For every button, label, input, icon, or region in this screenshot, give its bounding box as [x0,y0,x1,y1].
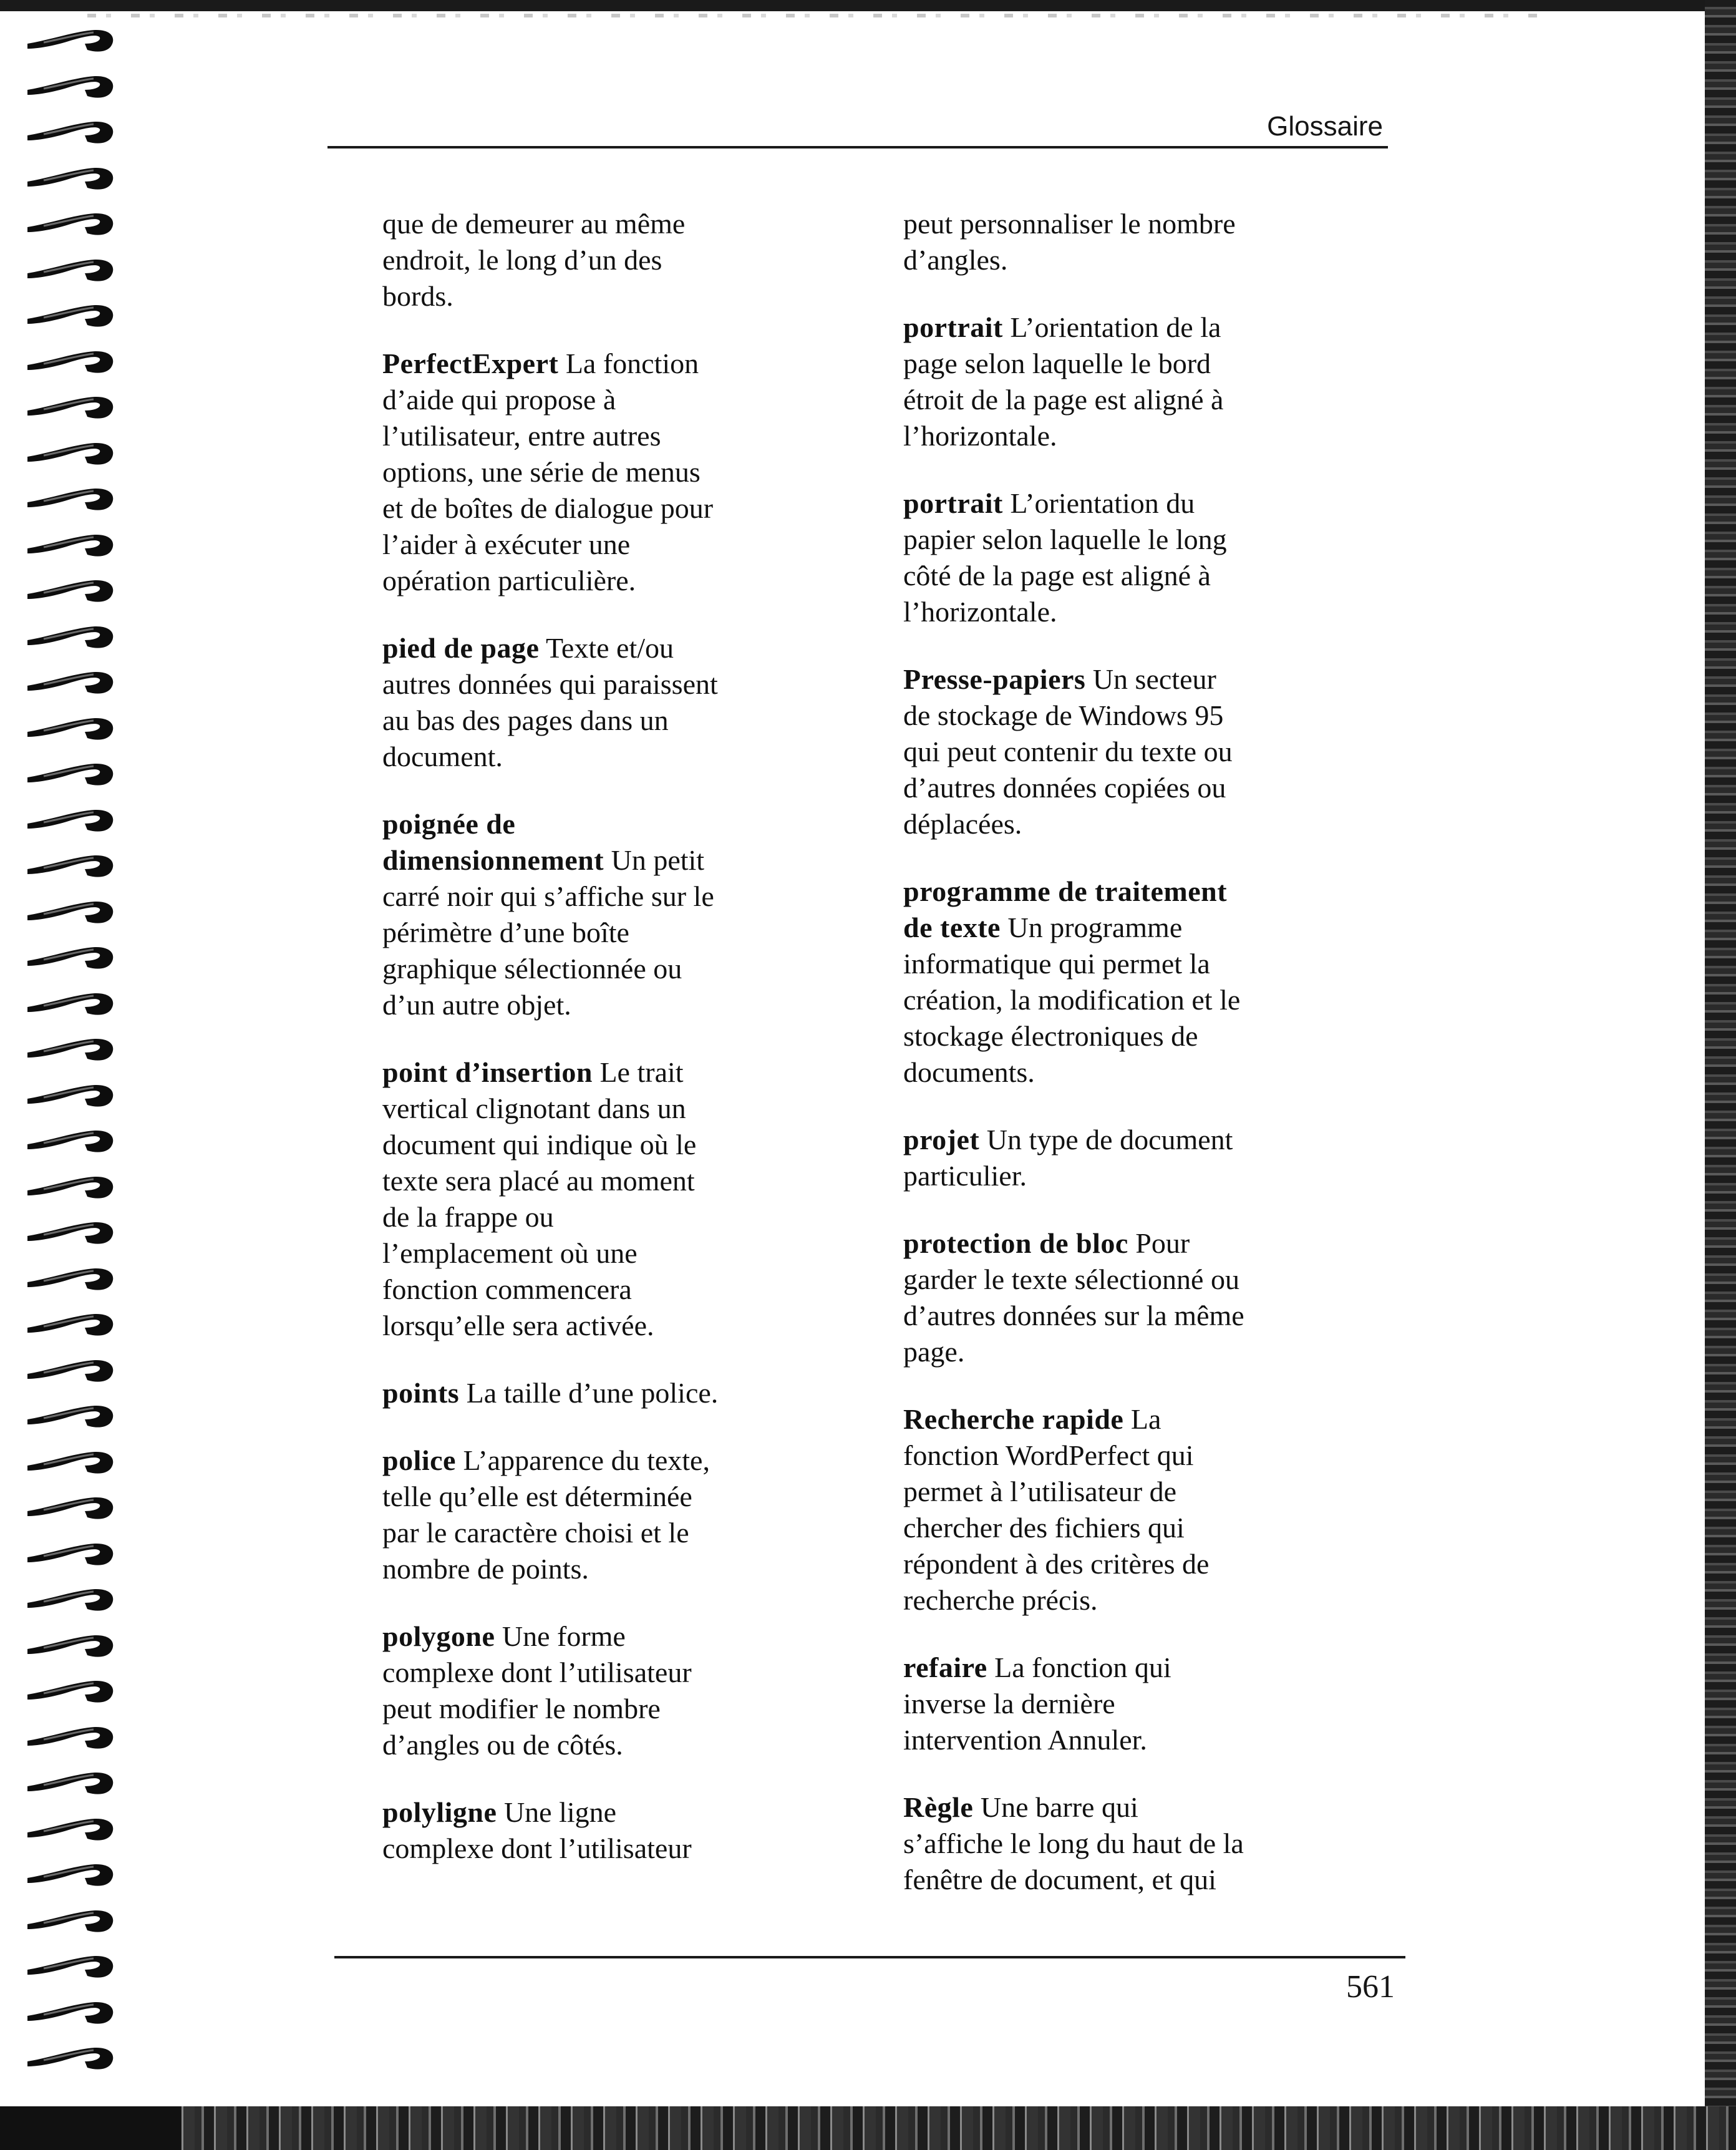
binding-coil [25,530,119,558]
glossary-entry [382,806,819,1023]
glossary-entry [903,1225,1340,1370]
glossary-definition: Un programme informatique qui permet la création, la modification et le stockage électroniques de documents. [903,912,1241,1088]
glossary-term: programme de traitement de texte [903,875,1228,943]
glossary-definition: Un type de document particulier. [903,1124,1233,1192]
binding-coil [25,255,119,283]
binding-coil [25,208,119,237]
binding-coil [25,346,119,375]
binding-coil [25,942,119,971]
binding-coil [25,1263,119,1292]
binding-coil [25,1080,119,1109]
binding-coil [25,1401,119,1429]
glossary-term: polyligne [382,1796,497,1828]
glossary-entry [903,309,1340,454]
glossary-term: point d’insertion [382,1056,593,1088]
glossary-entry [382,1794,819,1867]
binding-coil [25,1997,119,2026]
glossary-entry [382,1054,819,1344]
glossary-term: refaire [903,1651,987,1683]
glossary-entry [903,1650,1340,1758]
glossary-term: portrait [903,311,1003,343]
glossary-term: police [382,1444,456,1476]
glossary-definition: L’orientation de la page selon laquelle le bord étroit de la page est aligné à l’horizontale. [903,311,1224,452]
footer-rule [334,1956,1405,1958]
binding-coil [25,713,119,742]
glossary-definition: que de demeurer au même endroit, le long d’un des bords. [382,208,686,312]
scan-bottom-left-edge [0,2106,181,2150]
glossary-term: poignée de dimensionnement [382,808,604,876]
binding-coil [25,667,119,696]
binding-coil [25,71,119,100]
glossary-entry [382,630,819,775]
binding-coil [25,1309,119,1338]
scan-bottom-edge [0,2106,1736,2150]
glossary-definition: Texte et/ou autres données qui paraissent au bas des pages dans un document. [382,632,718,772]
binding-coil [25,1539,119,1567]
binding-coil [25,1172,119,1200]
binding-coil [25,1859,119,1888]
glossary-definition: Pour garder le texte sélectionné ou d’autres données sur la même page. [903,1227,1244,1368]
glossary-definition: La taille d’une police. [466,1377,719,1409]
glossary-definition: Une barre qui s’affiche le long du haut de la fenêtre de document, et qui [903,1791,1244,1895]
glossary-entry [903,1401,1340,1618]
binding-coil [25,1630,119,1659]
glossary-definition: Un petit carré noir qui s’affiche sur le périmètre d’une boîte graphique sélectionnée ou d’un autre objet. [382,844,714,1021]
binding-coil [25,1355,119,1384]
binding-coil [25,163,119,192]
binding-coil [25,1814,119,1842]
binding-coil [25,117,119,145]
binding-coil [25,850,119,879]
glossary-entry [903,485,1340,630]
binding-coil [25,1722,119,1751]
glossary-entry [382,1375,819,1411]
glossary-definition: Une ligne complexe dont l’utilisateur [382,1796,692,1864]
binding-coil [25,438,119,467]
glossary-entry [382,346,819,599]
glossary-definition: Le trait vertical clignotant dans un document qui indique où le texte sera placé au moment de la frappe ou l’emplacement où une fonction commencera lorsqu’elle sera activée. [382,1056,697,1341]
glossary-definition: L’orientation du papier selon laquelle le long côté de la page est aligné à l’horizontale. [903,487,1227,628]
glossary-term: Presse-papiers [903,663,1086,695]
glossary-term: Règle [903,1791,974,1823]
glossary-entry [903,661,1340,842]
glossary-term: PerfectExpert [382,348,559,379]
binding-coil [25,805,119,834]
binding-coil [25,1034,119,1063]
glossary-entry [903,1789,1340,1898]
glossary-entry [382,1442,819,1587]
glossary-column-left [382,206,819,1898]
scan-right-edge [1705,0,1736,2150]
running-header-title: Glossaire [1267,111,1383,142]
glossary-entry [903,873,1340,1091]
binding-coil [25,25,119,54]
glossary-column-right [903,206,1340,1929]
glossary-definition: La fonction qui inverse la dernière intervention Annuler. [903,1651,1171,1756]
spiral-binding [0,25,125,2109]
glossary-term: polygone [382,1620,495,1652]
binding-coil [25,575,119,604]
glossary-term: portrait [903,487,1003,519]
glossary-term: points [382,1377,460,1409]
binding-coil [25,1126,119,1154]
binding-coil [25,897,119,925]
binding-coil [25,2043,119,2071]
binding-coil [25,988,119,1017]
glossary-entry [382,1618,819,1763]
glossary-term: projet [903,1124,980,1155]
binding-coil [25,484,119,512]
binding-coil [25,300,119,329]
scan-top-edge [0,0,1736,11]
binding-coil [25,1768,119,1796]
binding-coil [25,1905,119,1934]
glossary-term: Recherche rapide [903,1403,1124,1435]
glossary-entry [903,206,1340,278]
binding-coil [25,1584,119,1613]
scan-top-noise [87,14,1547,17]
glossary-entry [382,206,819,314]
glossary-term: protection de bloc [903,1227,1128,1259]
binding-coil [25,1676,119,1705]
glossary-definition: La fonction d’aide qui propose à l’utilisateur, entre autres options, une série de menus et de boîtes de dialogue pour l’aider à exécuter une opération particulière. [382,348,714,596]
header-rule [327,146,1388,148]
glossary-definition: L’apparence du texte, telle qu’elle est déterminée par le caractère choisi et le nombre de points. [382,1444,710,1585]
binding-coil [25,1447,119,1476]
binding-coil [25,392,119,421]
binding-coil [25,621,119,650]
binding-coil [25,759,119,787]
glossary-term: pied de page [382,632,540,664]
glossary-entry [903,1122,1340,1194]
glossary-definition: Un secteur de stockage de Windows 95 qui peut contenir du texte ou d’autres données copiées ou déplacées. [903,663,1233,840]
glossary-definition: Une forme complexe dont l’utilisateur peut modifier le nombre d’angles ou de côtés. [382,1620,692,1761]
page-number: 561 [1346,1969,1395,2005]
glossary-definition: La fonction WordPerfect qui permet à l’utilisateur de chercher des fichiers qui répondent à des critères de recherche précis. [903,1403,1210,1616]
binding-coil [25,1951,119,1980]
binding-coil [25,1217,119,1246]
binding-coil [25,1492,119,1521]
glossary-definition: peut personnaliser le nombre d’angles. [903,208,1236,276]
